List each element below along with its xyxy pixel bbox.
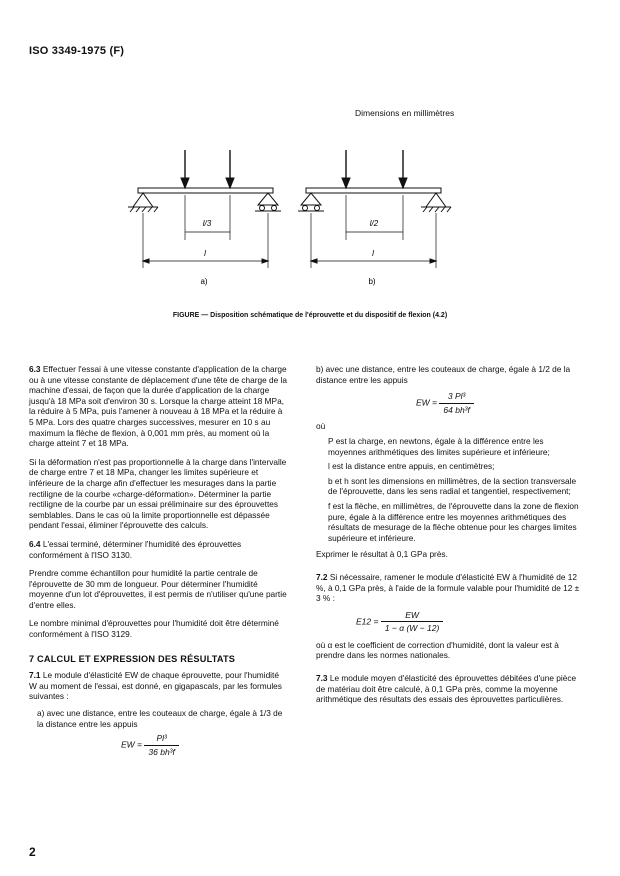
beam-a: [138, 188, 273, 193]
support-fixed-b: [426, 193, 446, 207]
section-7-1-a: a) avec une distance, entre les couteaux de charge, égale à 1/3 de la distance entre les appuis: [37, 708, 283, 729]
definition-l: l est la distance entre appuis, en centimètres;: [328, 461, 495, 472]
section-7-3: 7.3 Le module moyen d'élasticité des éprouvettes débitées d'une pièce de matériau doit être calculé, à 0,1 GPa près, comme la moyenne arithmétique des résultats des essais des éprouvettes particulières.: [316, 673, 577, 705]
definitions-list: [316, 436, 580, 543]
figure-caption: FIGURE — Disposition schématique de l'éprouvette et du dispositif de flexion (4.2): [172, 312, 448, 319]
formula-c: E12 = $\frac{EW}{1 - \alpha (W - 12)}$: [316, 610, 580, 634]
document-id-header: ISO 3349-1975 (F): [29, 45, 125, 57]
diagram-b-length-label: l: [372, 249, 374, 258]
section-6-4: 6.4 L'essai terminé, déterminer l'humidité des éprouvettes conformément à l'ISO 3130.: [29, 538, 242, 560]
section-6-3-para-2: Si la déformation n'est pas proportionnelle à la charge dans l'intervalle de charge entre 7 et 18 MPa, changer les limites supérieure et inférieure de la charge afin d'effectuer les mesurages dans la partie rectiligne de la courbe «charge-déformation». Déterminer la partie rectiligne de la courbe par un essai préliminaire sur des éprouvettes semblables. Dans le cas où la limite proportionnelle est dépassée pendant l'essai, éliminer l'éprouvette des calculs.: [29, 456, 287, 531]
where-label: où: [316, 421, 326, 432]
page-number: 2: [29, 845, 36, 859]
left-column: [29, 364, 289, 757]
section-7-heading: 7 CALCUL ET EXPRESSION DES RÉSULTATS: [29, 653, 236, 664]
express-result: Exprimer le résultat à 0,1 GPa près.: [316, 549, 448, 560]
diagram-b: [298, 150, 451, 268]
beam-b: [306, 188, 441, 193]
right-column: [316, 364, 580, 705]
section-7-1: 7.1 Le module d'élasticité EW de chaque éprouvette, pour l'humidité W au moment de l'essai, est donné, en gigapascals, par les formules suivantes :: [29, 670, 282, 702]
section-6-4-para-3: Le nombre minimal d'éprouvettes pour l'humidité doit être déterminé conformément à l'ISO 3129.: [29, 618, 279, 640]
dimensions-note: Dimensions en millimètres: [355, 108, 455, 118]
support-roller-a: [258, 193, 278, 205]
diagram-b-span-label: l/2: [369, 219, 379, 228]
load-arrowhead-b2: [399, 178, 407, 188]
section-7-1-b: b) avec une distance, entre les couteaux de charge, égale à 1/2 de la distance entre les appuis: [316, 364, 571, 385]
diagram-a-length-label: l: [204, 249, 206, 258]
formula-b: EW = $\frac{\text{3 Pl³}}{\text{64 bh³f}}$: [316, 391, 580, 415]
support-fixed-a: [133, 193, 153, 207]
flexion-setup-figure: [0, 140, 620, 300]
definition-f: f est la flèche, en millimètres, de l'éprouvette dans la zone de flexion pure, égale à la différence entre les moyennes arithmétiques des résultats de mesurage de la flèche obtenue pour les charges limites supérieure et inférieure.: [328, 500, 579, 543]
diagram-a-panel-label: a): [200, 277, 208, 286]
diagram-b-panel-label: b): [368, 277, 376, 286]
section-7-2-after: où α est le coefficient de correction d'humidité, dont la valeur est à prendre dans les normes nationales.: [316, 639, 559, 661]
load-arrowhead-a1: [181, 178, 189, 188]
section-6-4-para-2: Prendre comme échantillon pour humidité la partie centrale de l'éprouvette de 30 mm de longueur. Pour déterminer l'humidité moyenne d'un lot d'éprouvettes, il est permis de n'utiliser qu'une partie d'entre elles.: [29, 568, 287, 610]
formula-a: EW = $\frac{\text{Pl³}}{\text{36 bh³f}}$: [29, 733, 289, 757]
diagram-a-span-label: l/3: [202, 219, 212, 228]
load-arrowhead-b1: [342, 178, 350, 188]
section-7-2: 7.2 Si nécessaire, ramener le module d'élasticité EW à l'humidité de 12 %, à 0,1 GPa près, à l'aide de la formule valable pour l'humidité de 12 ± 3 % :: [316, 571, 580, 604]
load-arrowhead-a2: [226, 178, 234, 188]
section-6-3: 6.3 Effectuer l'essai à une vitesse constante d'application de la charge ou à une vitesse constante de déplacement d'une tête de charge de la machine d'essai, de façon que la durée d'application de la charge jusqu'à 18 MPa soit d'environ 30 s. Lorsque la charge atteint 18 MPa, la réduire à 5 MPa, puis l'amener à nouveau à 18 MPa et la réduire à 5 MPa. Lors des quatre charges successives, mesurer en 10 s au maximum la flèche de flexion, à 0,001 mm près, au moment où la charge atteint 7 et 18 MPa.: [29, 364, 288, 449]
definition-b-h: b et h sont les dimensions en millimètres, de la section transversale de l'éprouvette, dans les sens radial et tangentiel, respectivement;: [328, 475, 577, 497]
support-roller-b: [301, 193, 321, 205]
definition-p: P est la charge, en newtons, égale à la différence entre les moyennes arithmétiques des limites supérieure et inférieure;: [328, 435, 550, 457]
